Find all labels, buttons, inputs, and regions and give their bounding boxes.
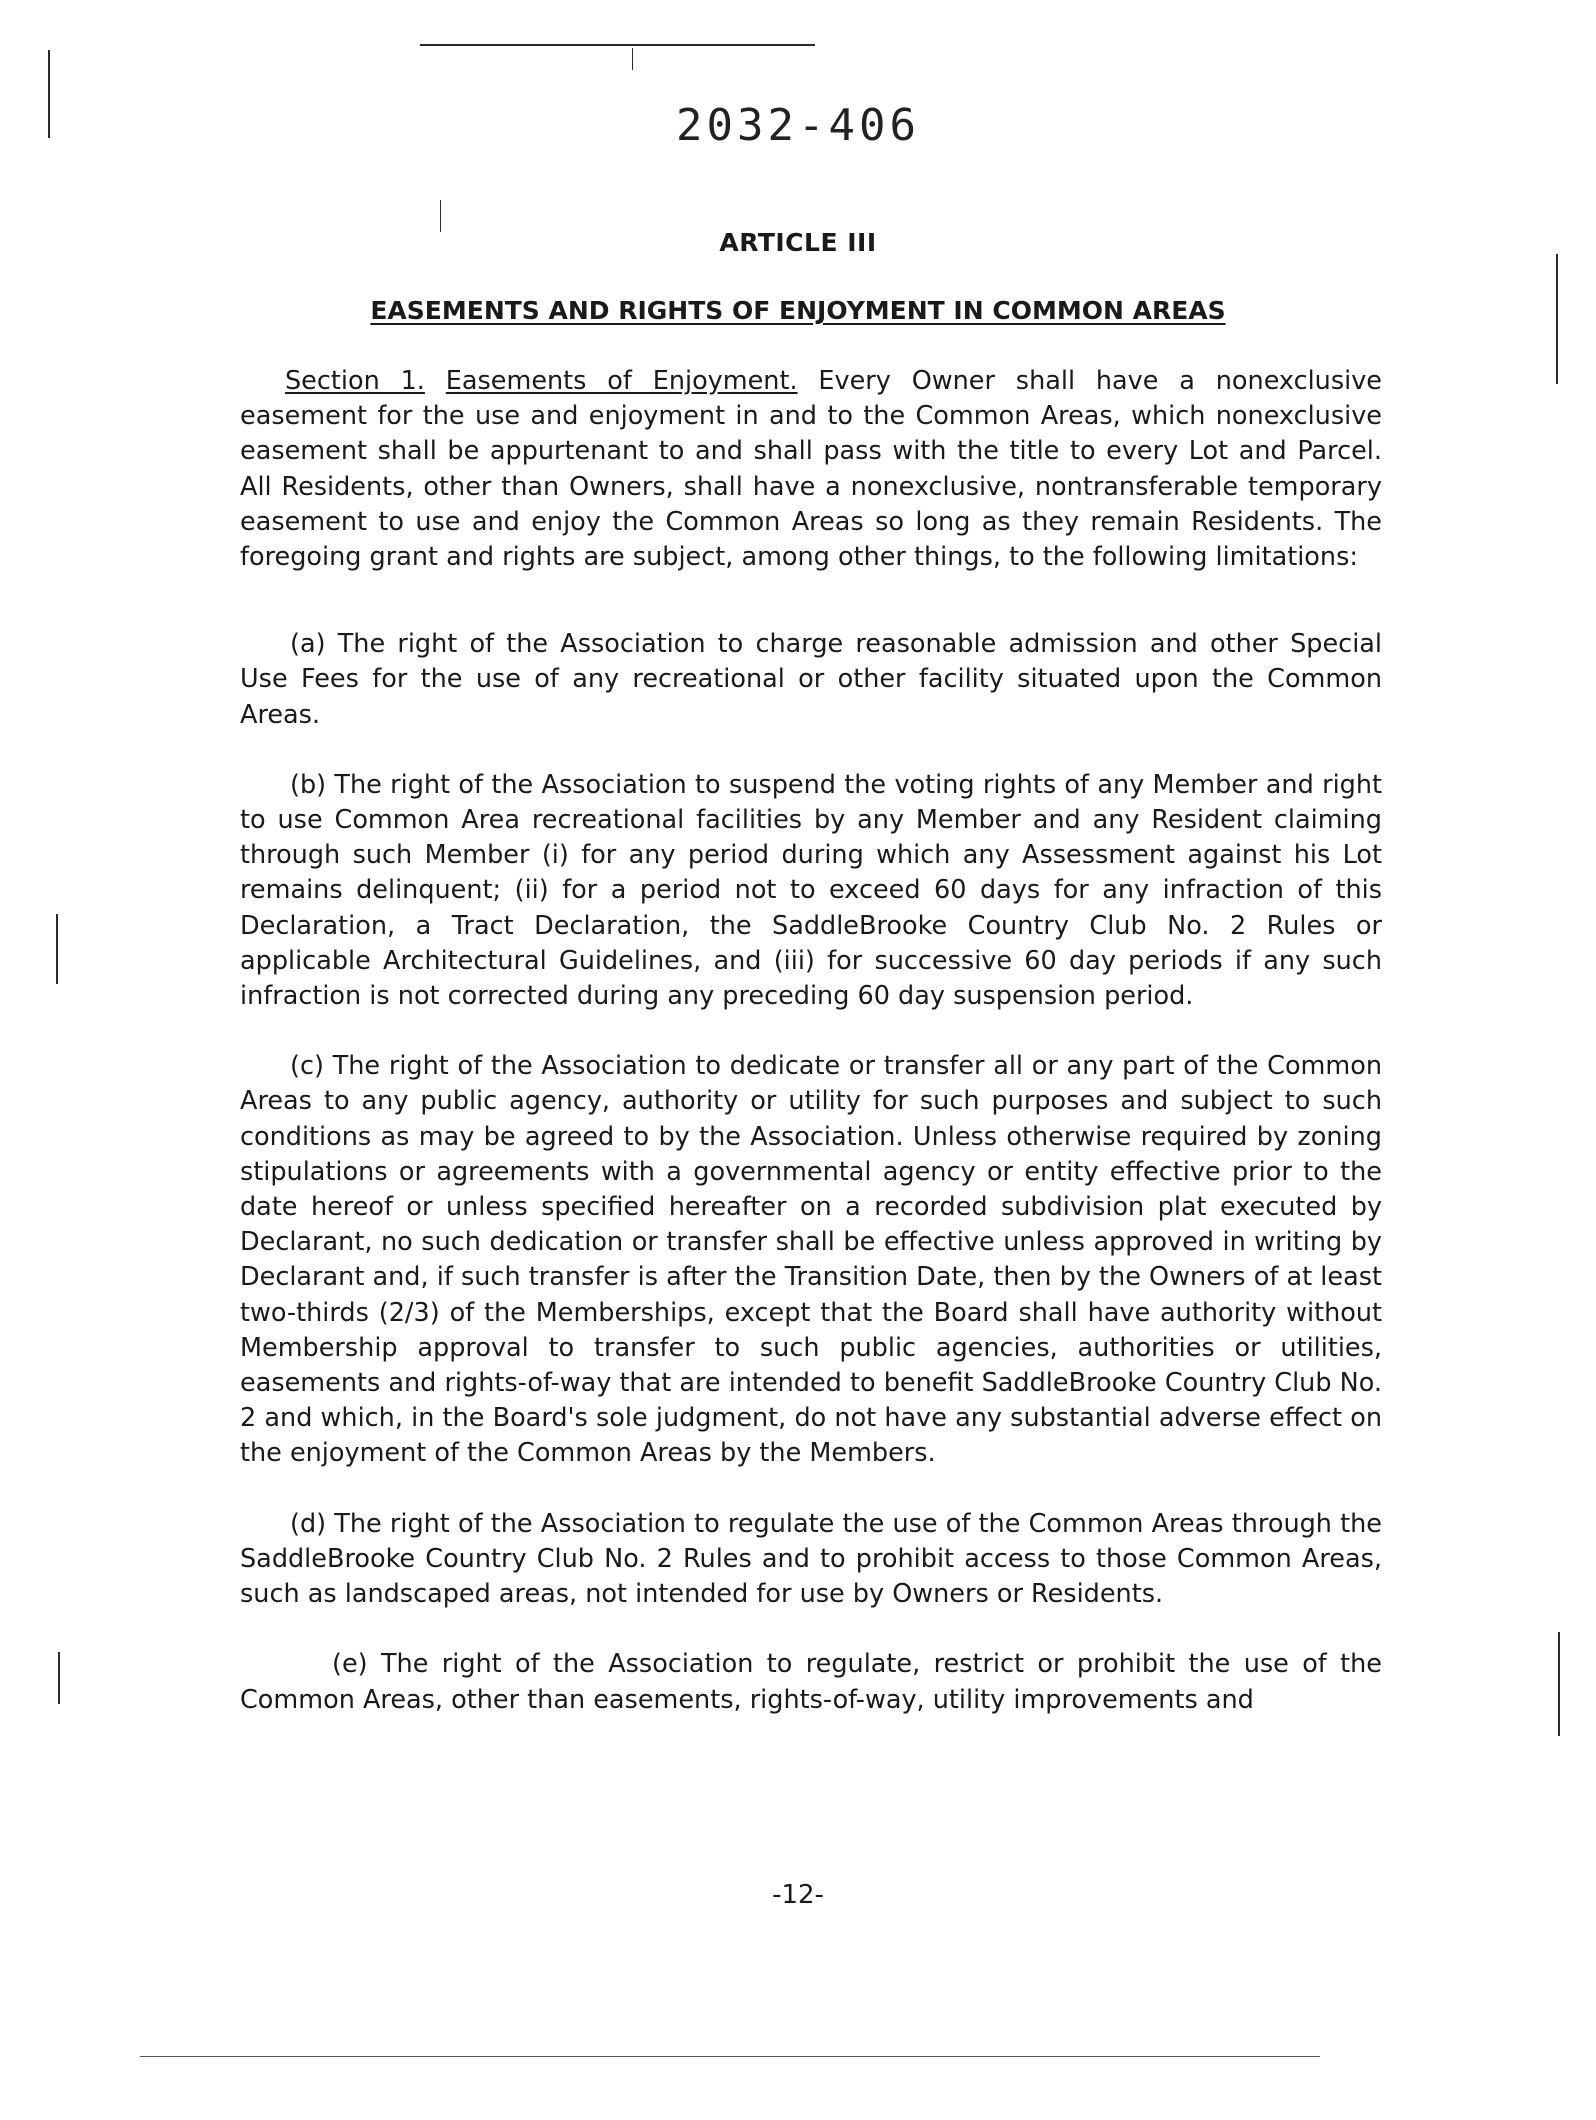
limitation-b: (b) The right of the Association to suspend the voting rights of any Member and right to use Common Area recreational facilities by any Member and any Resident claiming through such Member (i) for any period during which any Assessment against his Lot remains delinquent; (ii) for a period not to exceed 60 days for any infraction of this Declaration, a Tract Declaration, the SaddleBrooke Country Club No. 2 Rules or applicable Architectural Guidelines, and (iii) for successive 60 day periods if any such infraction is not corrected during any preceding 60 day suspension period.: [240, 769, 1382, 1012]
section-1-text: Every Owner shall have a nonexclusive easement for the use and enjoyment in and to the Common Areas, which nonexclusive easement shall be appurtenant to and shall pass with the title to every Lot and Parcel. All Residents, other than Owners, shall have a nonexclusive, nontransferable temporary easement to use and enjoy the Common Areas so long as they remain Residents. The foregoing grant and rights are subject, among other things, to the following limitations:: [240, 366, 1382, 573]
section-heading: EASEMENTS AND RIGHTS OF ENJOYMENT IN COMMON AREAS: [370, 296, 1226, 325]
scan-artifact-left-edge-3: [58, 1652, 60, 1704]
limitation-e: (e) The right of the Association to regulate, restrict or prohibit the use of the Common Areas, other than easements, rights-of-way, utility improvements and: [240, 1649, 1382, 1715]
section-1-label: Section 1.: [285, 366, 425, 396]
scan-artifact-right-edge-2: [1558, 1632, 1560, 1736]
scan-artifact-top-tick: [632, 48, 633, 70]
scan-artifact-bottom-rule: [140, 2056, 1320, 2057]
limitation-c: (c) The right of the Association to dedicate or transfer all or any part of the Common Areas to any public agency, authority or utility for such purposes and subject to such conditions as may be agreed to by the Association. Unless otherwise required by zoning stipulations or agreements with a governmental agency or entity effective prior to the date hereof or unless specified hereafter on a recorded subdivision plat executed by Declarant, no such dedication or transfer shall be effective unless approved in writing by Declarant and, if such transfer is after the Transition Date, then by the Owners of at least two-thirds (2/3) of the Memberships, except that the Board shall have authority without Membership approval to transfer to such public agencies, authorities or utilities, easements and rights-of-way that are intended to benefit SaddleBrooke Country Club No. 2 and which, in the Board's sole judgment, do not have any substantial adverse effect on the enjoyment of the Common Areas by the Members.: [240, 1051, 1382, 1469]
document-body: [240, 364, 1382, 1753]
article-title: ARTICLE III: [719, 228, 877, 257]
limitation-a: (a) The right of the Association to charge reasonable admission and other Special Use Fees for the use of any recreational or other facility situated upon the Common Areas.: [240, 629, 1382, 730]
limitation-d: (d) The right of the Association to regulate the use of the Common Areas through the SaddleBrooke Country Club No. 2 Rules and to prohibit access to those Common Areas, such as landscaped areas, not intended for use by Owners or Residents.: [240, 1508, 1382, 1610]
scan-artifact-left-edge-2: [56, 914, 58, 984]
document-number: 2032-406: [676, 100, 920, 151]
page-number: -12-: [772, 1880, 824, 1910]
section-1-heading: Easements of Enjoyment.: [445, 366, 798, 396]
scan-artifact-top-rule: [420, 44, 815, 46]
section-1-paragraph: [240, 364, 1382, 575]
